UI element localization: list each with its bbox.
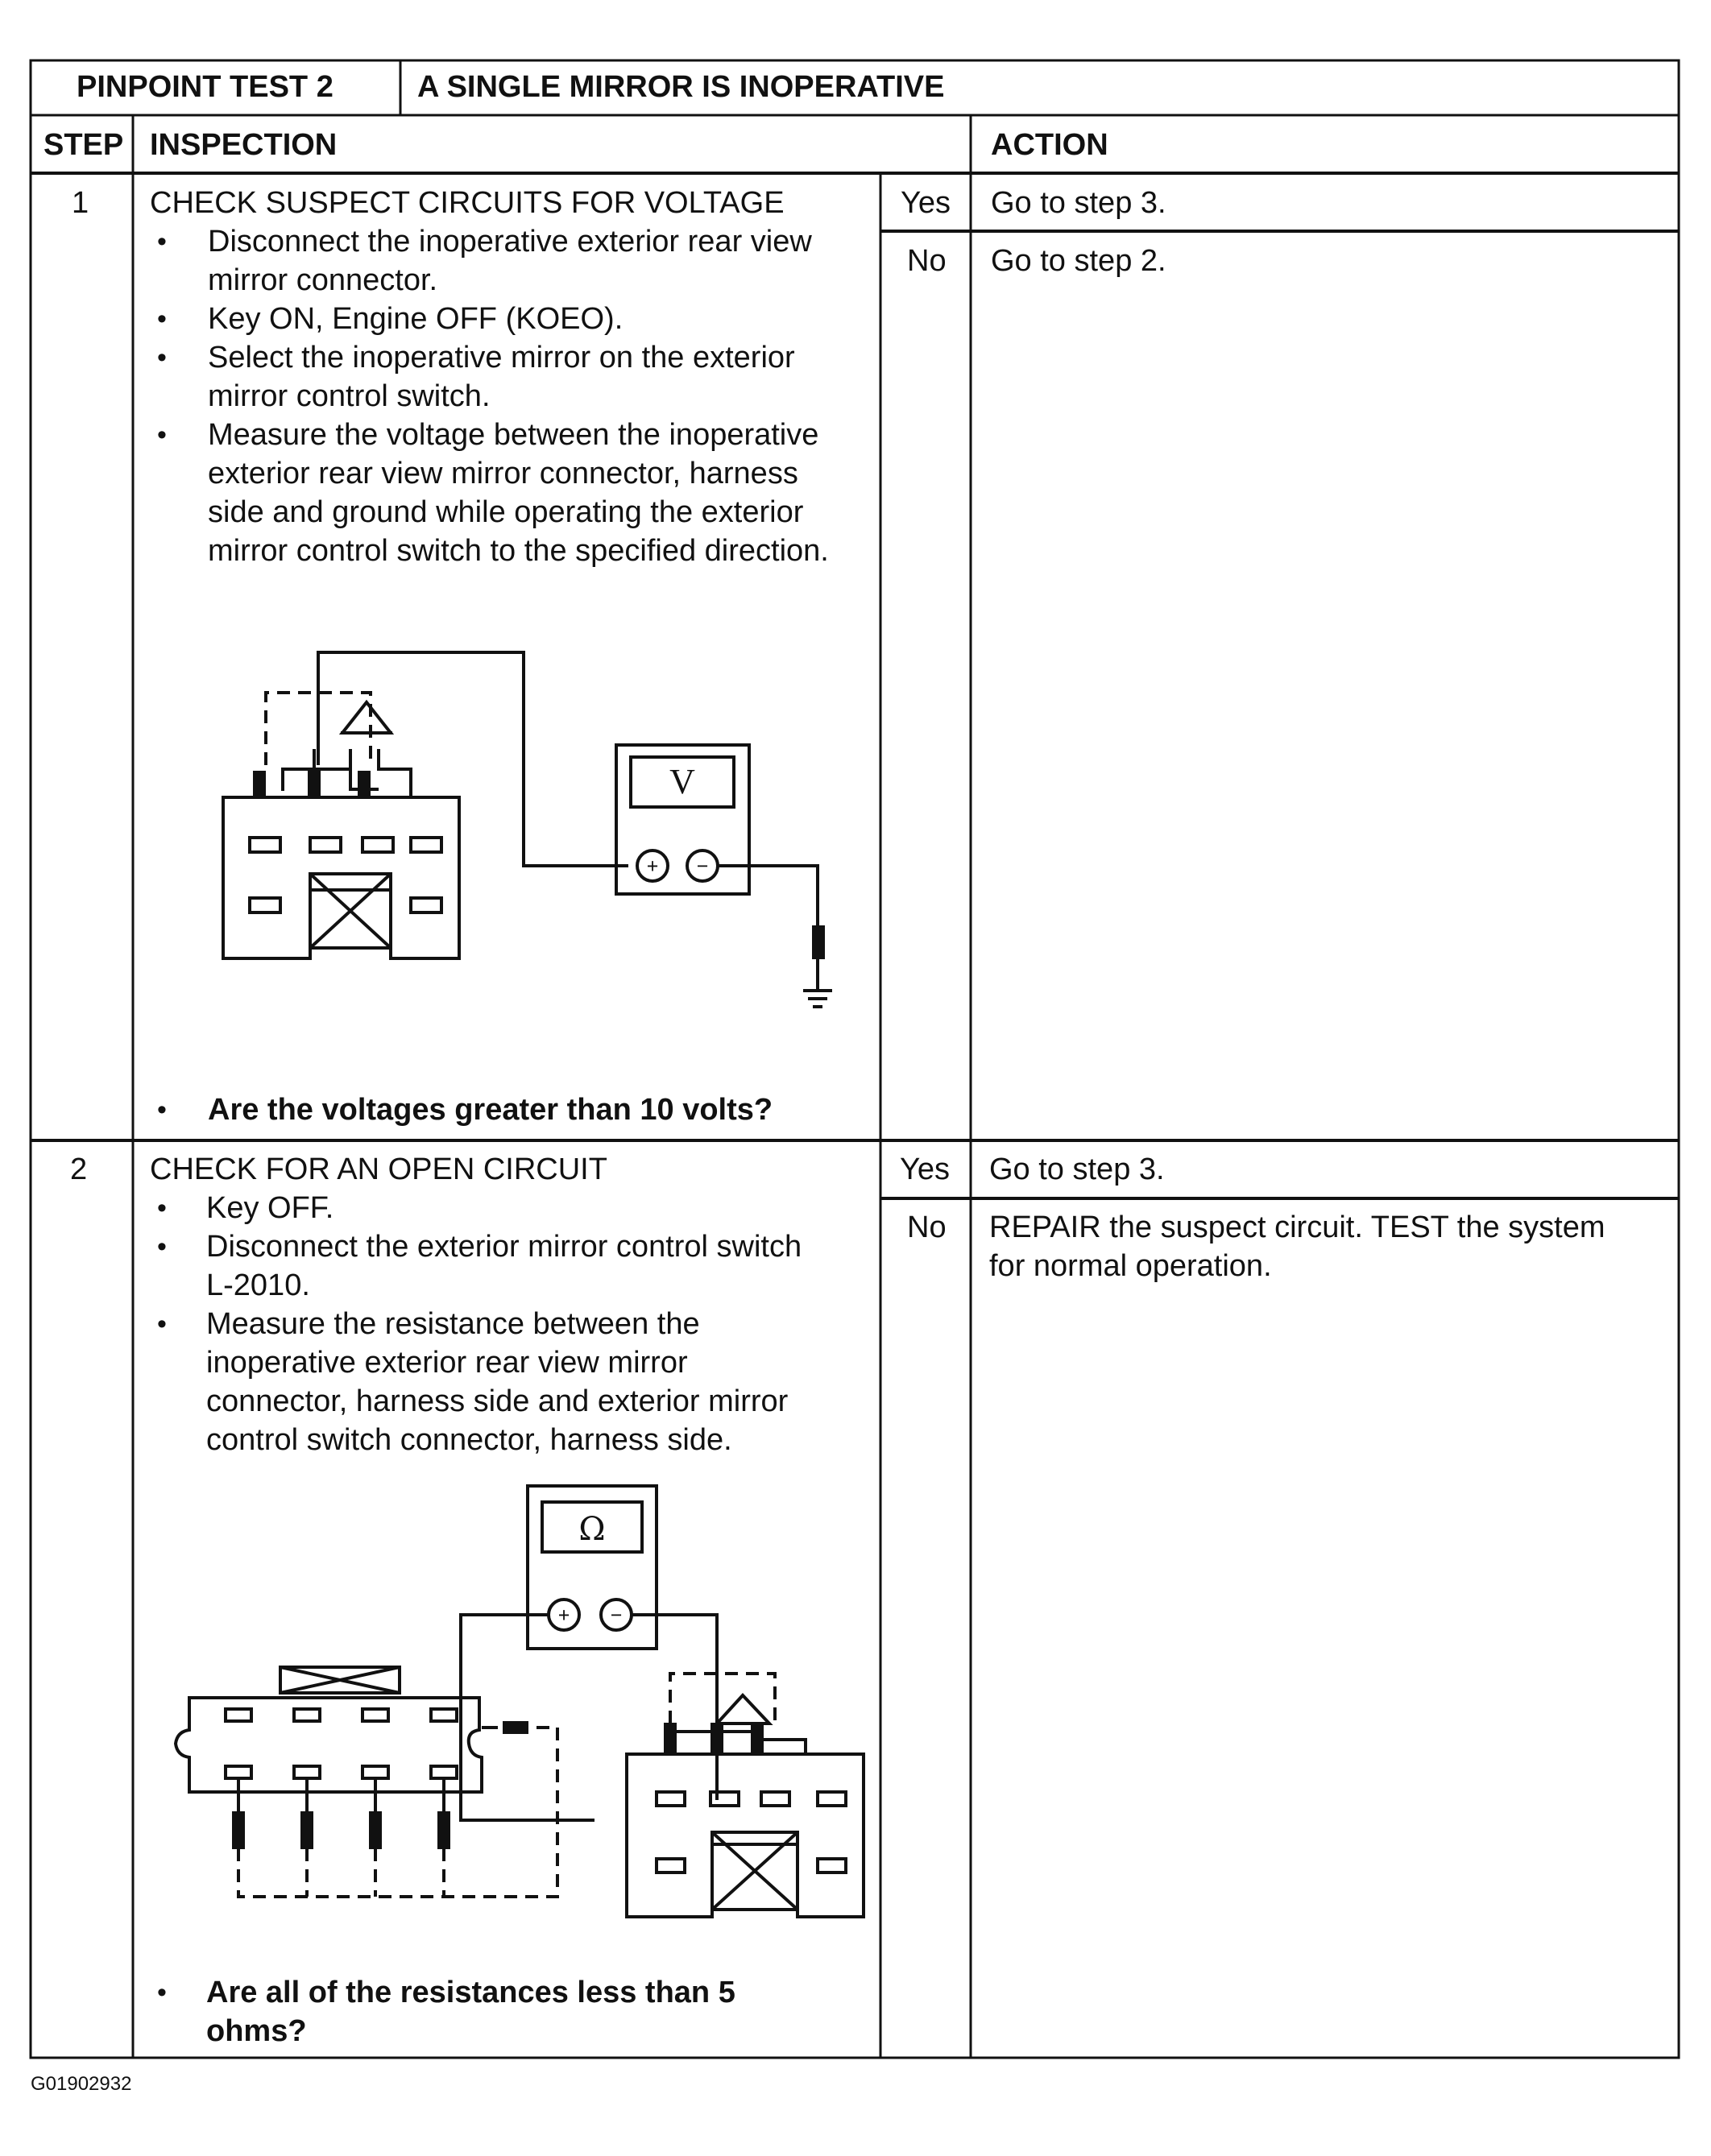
answer-label: No	[907, 1210, 947, 1244]
minus-terminal-icon: −	[696, 855, 709, 878]
answer-action: Go to step 2.	[991, 244, 1166, 278]
answer-action: for normal operation.	[989, 1249, 1272, 1283]
answer-action: REPAIR the suspect circuit. TEST the system	[989, 1210, 1605, 1244]
meter-symbol: V	[669, 762, 695, 801]
bullet-line: mirror control switch.	[208, 379, 491, 413]
minus-terminal-icon: −	[610, 1604, 623, 1627]
answer-label: No	[907, 244, 947, 278]
mirror-connector-icon	[223, 797, 459, 958]
bullet-line: L-2010.	[206, 1268, 310, 1302]
plus-terminal-icon: +	[646, 855, 659, 878]
bullet-line: control switch connector, harness side.	[206, 1423, 732, 1457]
step-question-line: ohms?	[206, 2014, 307, 2048]
bullet-icon: •	[157, 1309, 167, 1339]
bullet-line: Measure the voltage between the inoperative	[208, 418, 819, 452]
bullet-icon: •	[157, 226, 167, 257]
bullet-line: exterior rear view mirror connector, harness	[208, 457, 798, 490]
column-header-step: STEP	[44, 128, 124, 162]
bullet-line: mirror control switch to the specified direction.	[208, 534, 829, 568]
step-number: 1	[72, 186, 89, 220]
answer-action: Go to step 3.	[991, 186, 1166, 220]
bullet-icon: •	[157, 1231, 167, 1262]
bullet-line: Select the inoperative mirror on the exterior	[208, 341, 795, 375]
bullet-line: side and ground while operating the exterior	[208, 495, 804, 529]
voltage-measurement-diagram	[205, 636, 866, 1023]
step-title: CHECK FOR AN OPEN CIRCUIT	[150, 1152, 607, 1186]
bullet-line: Key OFF.	[206, 1191, 334, 1225]
bullet-icon: •	[157, 1095, 167, 1125]
bullet-icon: •	[157, 304, 167, 334]
bullet-line: Disconnect the inoperative exterior rear view	[208, 225, 812, 259]
resistance-measurement-diagram	[161, 1482, 878, 1933]
bullet-line: Key ON, Engine OFF (KOEO).	[208, 302, 624, 336]
test-title: A SINGLE MIRROR IS INOPERATIVE	[417, 70, 945, 104]
answer-label: Yes	[901, 186, 951, 220]
step-number: 2	[70, 1152, 88, 1186]
bullet-line: Measure the resistance between the	[206, 1307, 700, 1341]
column-header-action: ACTION	[991, 128, 1108, 162]
bullet-icon: •	[157, 342, 167, 373]
answer-label: Yes	[900, 1152, 950, 1186]
step-question: Are the voltages greater than 10 volts?	[208, 1093, 773, 1127]
bullet-icon: •	[157, 1193, 167, 1223]
bullet-icon: •	[157, 1977, 167, 2008]
step-title: CHECK SUSPECT CIRCUITS FOR VOLTAGE	[150, 186, 785, 220]
test-label: PINPOINT TEST 2	[77, 70, 334, 104]
bullet-line: Disconnect the exterior mirror control switch	[206, 1230, 802, 1264]
mirror-connector-icon	[627, 1754, 864, 1917]
column-header-inspection: INSPECTION	[150, 128, 338, 162]
plus-terminal-icon: +	[557, 1604, 570, 1627]
bullet-line: inoperative exterior rear view mirror	[206, 1346, 688, 1380]
bullet-line: mirror connector.	[208, 263, 438, 297]
step-question-line: Are all of the resistances less than 5	[206, 1976, 735, 2009]
figure-id: G01902932	[31, 2073, 132, 2095]
answer-action: Go to step 3.	[989, 1152, 1165, 1186]
bullet-line: connector, harness side and exterior mirror	[206, 1384, 789, 1418]
meter-symbol: Ω	[578, 1511, 606, 1548]
bullet-icon: •	[157, 420, 167, 450]
